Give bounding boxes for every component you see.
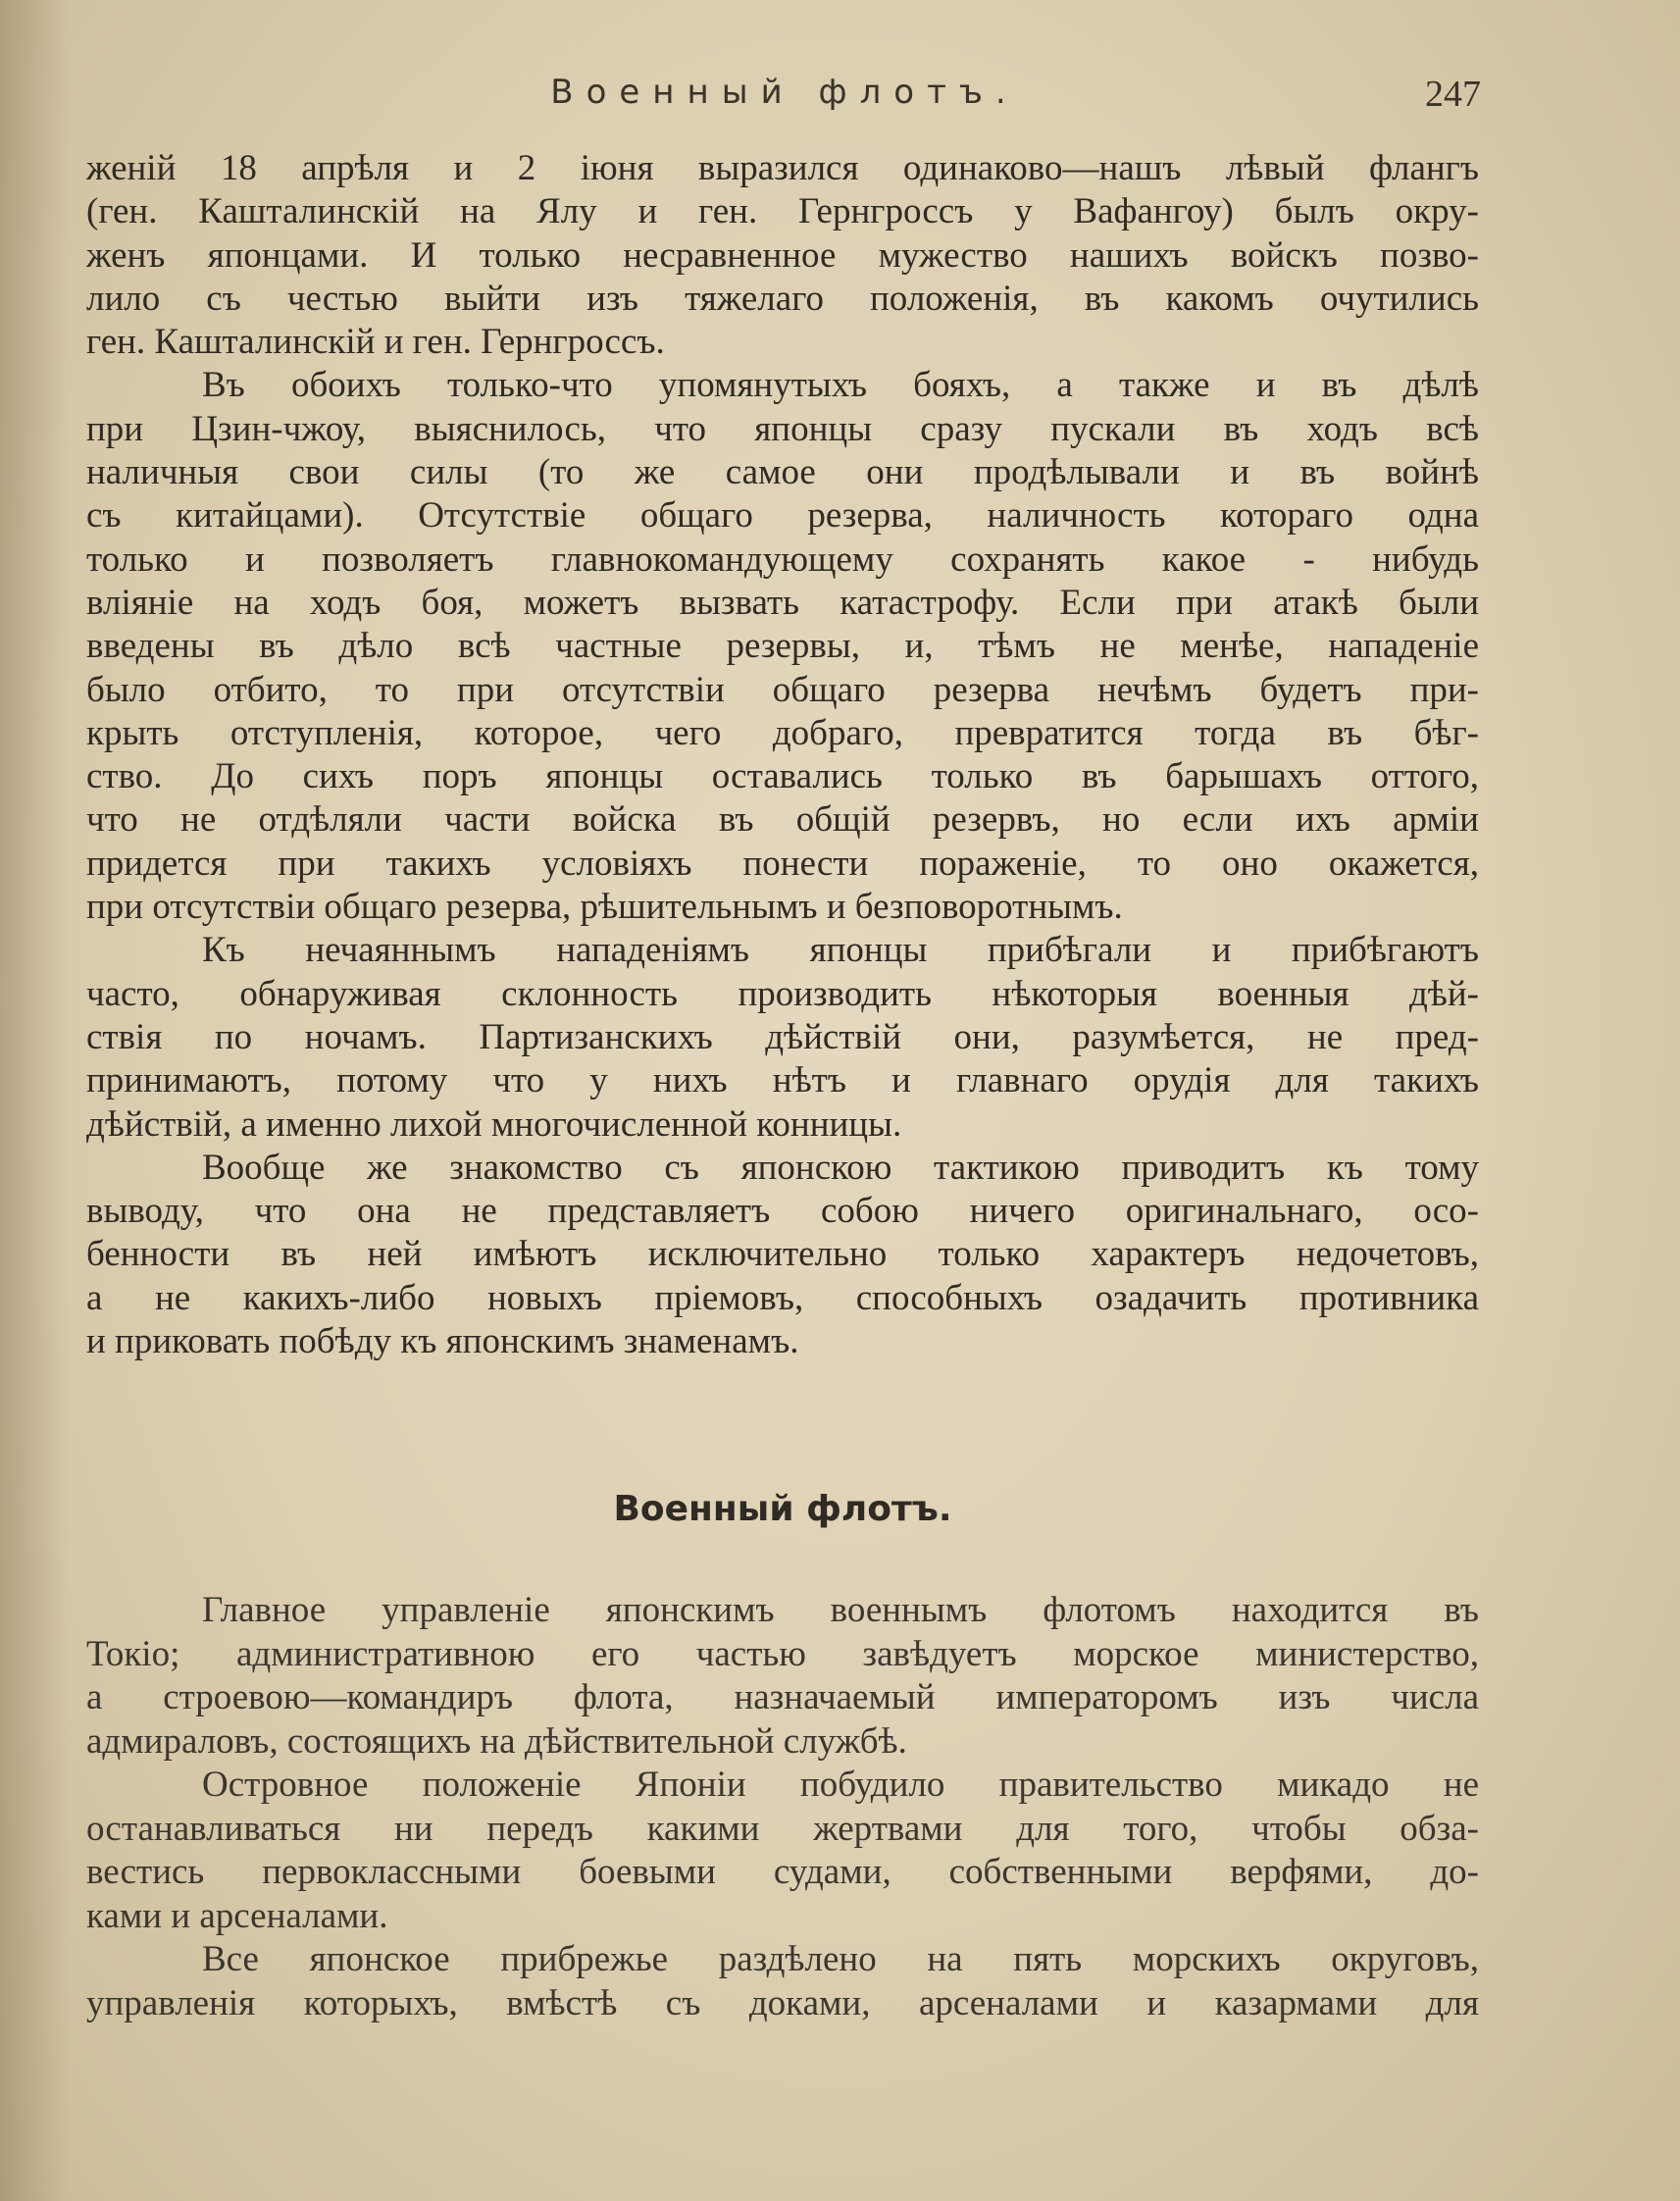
- paragraph: [86, 1147, 1479, 1363]
- body-text-upper: [86, 147, 1479, 1363]
- text-line: крыть отступленія, которое, чего добраго, превратится тогда въ бѣг-: [86, 712, 1479, 753]
- text-line: ствія по ночамъ. Партизанскихъ дѣйствій они, разумѣется, не пред-: [86, 1016, 1479, 1057]
- text-line: при отсутствіи общаго резерва, рѣшительнымъ и безповоротнымъ.: [86, 887, 1123, 928]
- text-line: ство. До сихъ поръ японцы оставались только въ барышахъ оттого,: [86, 756, 1479, 797]
- text-line: при Цзин-чжоу, выяснилось, что японцы сразу пускали въ ходъ всѣ: [86, 408, 1479, 449]
- text-line: вестись первоклассными боевыми судами, собственными верфями, до-: [86, 1852, 1479, 1892]
- text-line: придется при такихъ условіяхъ понести пораженіе, то оно окажется,: [86, 843, 1479, 884]
- text-line: принимаютъ, потому что у нихъ нѣтъ и главнаго орудія для такихъ: [86, 1060, 1479, 1101]
- text-line: только и позволяетъ главнокомандующему сохранять какое - нибудь: [86, 538, 1479, 580]
- text-line: было отбито, то при отсутствіи общаго резерва нечѣмъ будетъ при-: [86, 669, 1479, 710]
- text-line: введены въ дѣло всѣ частные резервы, и, тѣмъ не менѣе, нападеніе: [86, 626, 1479, 667]
- text-line: женъ японцами. И только несравненное мужество нашихъ войскъ позво-: [86, 234, 1479, 276]
- body-text-lower: [86, 1589, 1479, 2025]
- text-line: управленія которыхъ, вмѣстѣ съ доками, арсеналами и казармами для: [86, 1982, 1479, 2023]
- text-line: съ китайцами). Отсутствіе общаго резерва, наличность котораго одна: [86, 495, 1479, 537]
- text-line: вліяніе на ходъ боя, можетъ вызвать катастрофу. Если при атакѣ были: [86, 582, 1479, 623]
- text-line: наличныя свои силы (то же самое они продѣлывали и въ войнѣ: [86, 452, 1479, 493]
- text-line: и приковать побѣду къ японскимъ знаменамъ.: [86, 1321, 799, 1362]
- page-number: 247: [1425, 74, 1481, 115]
- text-line: а не какихъ-либо новыхъ пріемовъ, способныхъ озадачить противника: [86, 1277, 1479, 1318]
- text-line: бенности въ ней имѣютъ исключительно только характеръ недочетовъ,: [86, 1234, 1479, 1275]
- paragraph: [86, 929, 1479, 1146]
- paragraph: [86, 147, 1479, 364]
- text-line: выводу, что она не представляетъ собою ничего оригинальнаго, осо-: [86, 1191, 1479, 1232]
- page-header: [88, 73, 1481, 122]
- text-line: останавливаться ни передъ какими жертвами для того, чтобы обза-: [86, 1808, 1479, 1849]
- paragraph: [86, 1589, 1479, 1764]
- text-line: ками и арсеналами.: [86, 1895, 388, 1936]
- text-line: что не отдѣляли части войска въ общій резервъ, но если ихъ арміи: [86, 799, 1479, 841]
- paragraph: [86, 364, 1479, 929]
- paragraph: [86, 1938, 1479, 2025]
- text-line: женій 18 апрѣля и 2 іюня выразился одинаково—нашъ лѣвый флангъ: [86, 148, 1479, 188]
- text-line: адмираловъ, состоящихъ на дѣйствительной службѣ.: [86, 1720, 907, 1762]
- text-line: Главное управленіе японскимъ военнымъ флотомъ находится въ: [202, 1590, 1479, 1630]
- text-line: часто, обнаруживая склонность производить нѣкоторыя военныя дѣй-: [86, 973, 1479, 1014]
- paragraph: [86, 1764, 1479, 1938]
- text-line: дѣйствій, а именно лихой многочисленной конницы.: [86, 1103, 902, 1145]
- text-line: а строевою—командиръ флота, назначаемый императоромъ изъ числа: [86, 1677, 1479, 1717]
- text-line: Все японское прибрежье раздѣлено на пять морскихъ округовъ,: [202, 1939, 1479, 1979]
- text-line: ген. Кашталинскій и ген. Гернгроссъ.: [86, 322, 665, 363]
- text-line: Токіо; административною его частью завѣдуетъ морское министерство,: [86, 1633, 1479, 1674]
- text-line: Въ обоихъ только-что упомянутыхъ бояхъ, а также и въ дѣлѣ: [202, 365, 1479, 406]
- text-line: лило съ честью выйти изъ тяжелаго положенія, въ какомъ очутились: [86, 278, 1479, 319]
- text-line: Островное положеніе Японіи побудило правительство микадо не: [202, 1765, 1479, 1805]
- section-heading: Военный флотъ.: [613, 1489, 952, 1529]
- text-line: Къ нечаяннымъ нападеніямъ японцы прибѣгали и прибѣгаютъ: [202, 930, 1479, 971]
- text-line: (ген. Кашталинскій на Ялу и ген. Гернгроссъ у Вафангоу) былъ окру-: [86, 191, 1479, 232]
- running-title: Военный флотъ.: [550, 73, 1019, 112]
- text-line: Вообще же знакомство съ японскою тактикою приводитъ къ тому: [202, 1147, 1479, 1188]
